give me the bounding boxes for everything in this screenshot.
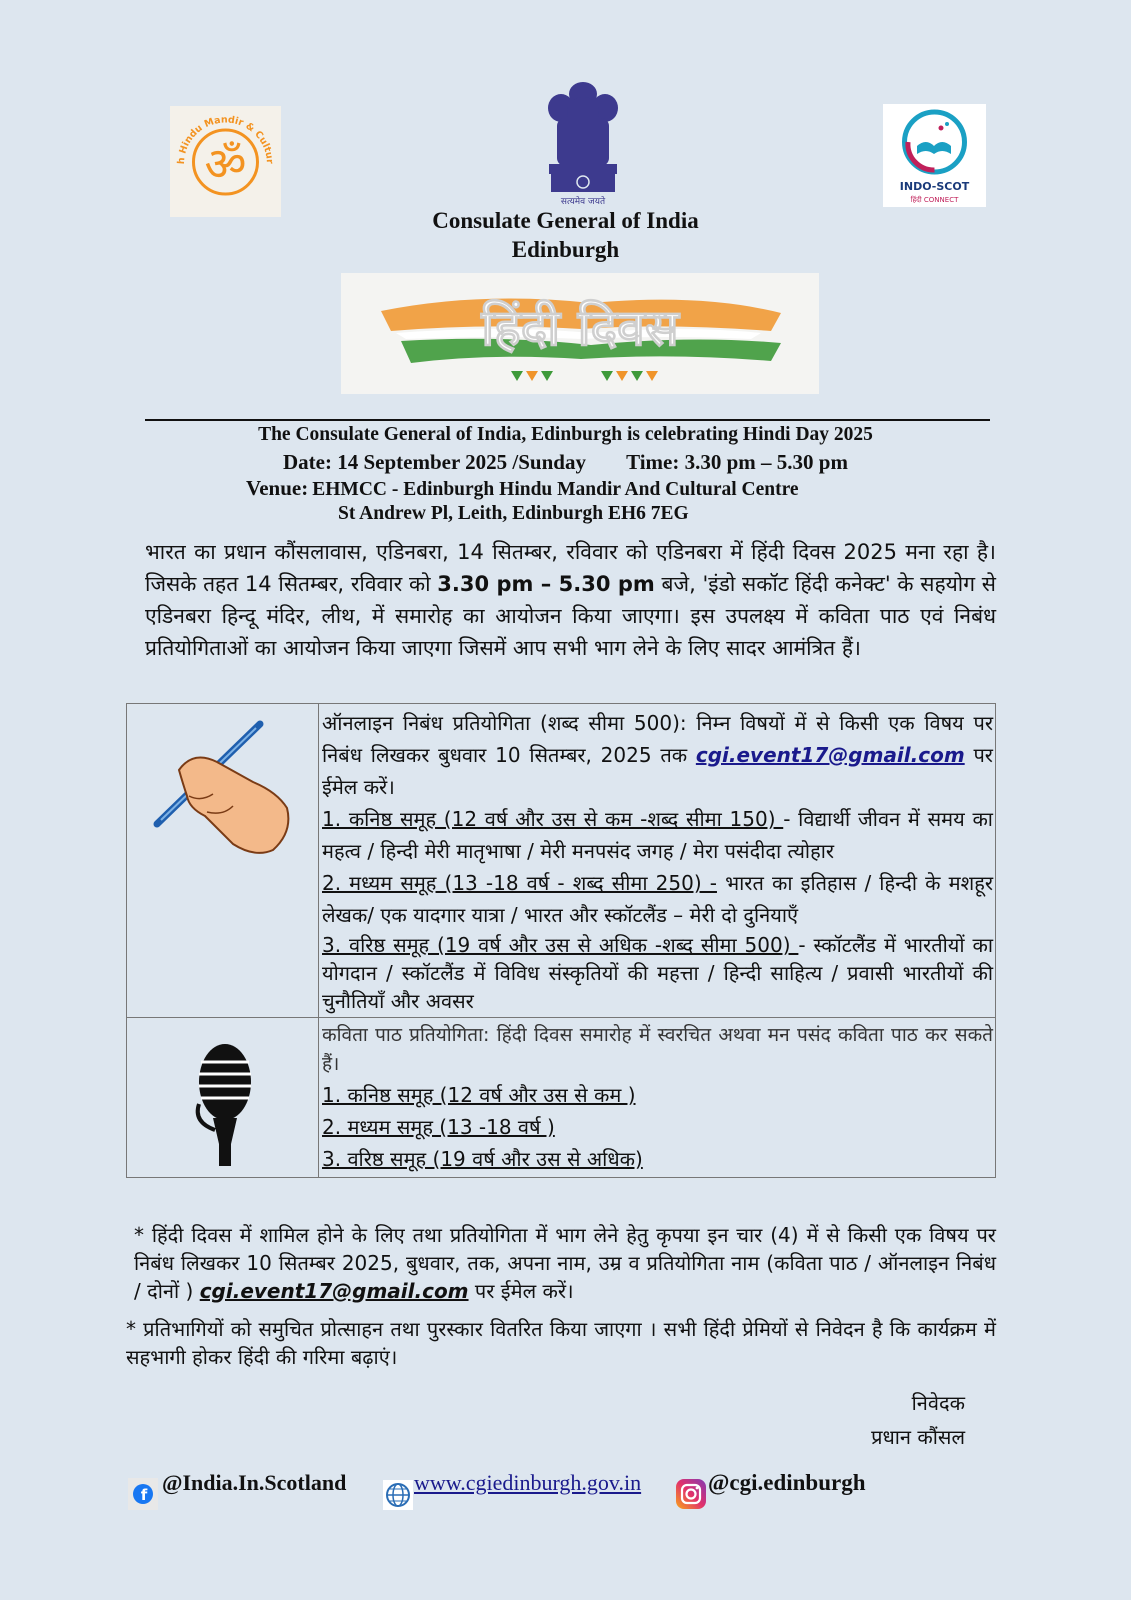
essay-description: निम्न विषयों में से किसी एक विषय पर निबंध लिखकर बुधवार 10 सितम्बर, 2025 तक bbox=[322, 711, 993, 767]
indo-scot-logo bbox=[883, 104, 986, 207]
essay-heading: ऑनलाइन निबंध प्रतियोगिता (शब्द सीमा 500): bbox=[322, 711, 687, 735]
poetry-details bbox=[319, 1018, 996, 1178]
instagram-handle[interactable]: @cgi.edinburgh bbox=[708, 1470, 866, 1495]
note-1-suffix: पर ईमेल करें। bbox=[468, 1279, 574, 1303]
poetry-row bbox=[127, 1018, 996, 1178]
intro-text-b: बजे, 'इंडो सकॉट हिंदी कनेक्ट' के सहयोग से एडिनबरा हिन्दू मंदिर, लीथ, में समारोह का आयोजन किया जाएगा। इस उपलक्ष्य में कविता पाठ एवं निबंध प्रतियोगिताओं का आयोजन किया जाएगा जिसमें आप सभी भाग लेने के लिए सादर आमंत्रित हैं। bbox=[145, 572, 996, 660]
event-date: Date: 14 September 2025 /Sunday bbox=[283, 450, 586, 474]
essay-email-suffix: पर ईमेल करें। bbox=[322, 743, 993, 799]
indo-scot-tagline: हिंदी CONNECT bbox=[910, 196, 959, 204]
note-1-text: * हिंदी दिवस में शामिल होने के लिए तथा प्रतियोगिता में भाग लेने हेतु कृपया इन चार (4) में से किसी एक विषय पर निबंध लिखकर 10 सितम्बर 2025, बुधवार, तक, अपना नाम, उम्र व प्रतियोगिता नाम (कविता पाठ / ऑनलाइन निबंध / दोनों ) bbox=[134, 1223, 996, 1303]
left-logo-text: h Hindu Mandir & Cultur bbox=[175, 114, 276, 165]
essay-group-1-topics: - विद्यार्थी जीवन में समय का महत्व / हिन्दी मेरी मातृभाषा / मेरी मनपसंद जगह / मेरा पसंदीदा त्योहार bbox=[322, 807, 993, 863]
venue-line bbox=[246, 475, 799, 504]
essay-details bbox=[319, 704, 996, 1018]
signature-consul: प्रधान कौंसल bbox=[871, 1425, 965, 1449]
poetry-icon-cell bbox=[127, 1018, 319, 1178]
hindu-mandir-logo bbox=[170, 106, 281, 217]
essay-group-3 bbox=[322, 931, 993, 1015]
poetry-group-3: 3. वरिष्ठ समूह (19 वर्ष और उस से अधिक) bbox=[322, 1147, 643, 1171]
venue-address: St Andrew Pl, Leith, Edinburgh EH6 7EG bbox=[338, 503, 689, 524]
notes-section bbox=[126, 1221, 996, 1381]
facebook-logo-icon bbox=[128, 1478, 158, 1510]
website-icon[interactable] bbox=[383, 1480, 413, 1515]
celebration-line: The Consulate General of India, Edinburgh is celebrating Hindi Day 2025 bbox=[258, 424, 873, 445]
essay-group-1 bbox=[322, 803, 993, 867]
divider-line bbox=[145, 419, 990, 421]
intro-paragraph bbox=[145, 536, 996, 664]
essay-group-1-label: 1. कनिष्ठ समूह (12 वर्ष और उस से कम -शब्द सीमा 150) bbox=[322, 807, 784, 831]
website-link[interactable]: www.cgiedinburgh.gov.in bbox=[414, 1470, 642, 1495]
essay-group-3-topics: - स्कॉटलैंड में भारतीयों का योगदान / स्कॉटलैंड में विविध संस्कृतियों की महत्ता / हिन्दी साहित्य / प्रवासी भारतीयों की चुनौतियाँ और अवसर bbox=[322, 933, 993, 1013]
instagram-icon[interactable] bbox=[675, 1478, 707, 1515]
note-email-link[interactable]: cgi.event17@gmail.com bbox=[199, 1279, 469, 1303]
consulate-title: Consulate General of India bbox=[432, 208, 699, 233]
essay-email-link[interactable]: cgi.event17@gmail.com bbox=[695, 743, 965, 767]
globe-icon bbox=[383, 1480, 413, 1510]
essay-group-2 bbox=[322, 867, 993, 931]
competition-table bbox=[126, 703, 996, 1178]
intro-time: 3.30 pm – 5.30 pm bbox=[437, 572, 655, 596]
venue-name: EHMCC - Edinburgh Hindu Mandir And Cultural Centre bbox=[312, 479, 799, 500]
banner-graphic bbox=[341, 273, 819, 394]
om-logo-icon bbox=[170, 106, 281, 217]
emblem-motto: सत्यमेव जयते bbox=[560, 197, 606, 206]
intro-text-a: भारत का प्रधान कौंसलावास, एडिनबरा, 14 सितम्बर, रविवार को एडिनबरा में हिंदी दिवस 2025 मना रहा है। जिसके तहत 14 सितम्बर, रविवार को bbox=[145, 540, 996, 596]
poetry-description: हिंदी दिवस समारोह में स्वरचित अथवा मन पसंद कविता पाठ कर सकते हैं। bbox=[322, 1024, 993, 1075]
facebook-handle[interactable]: @India.In.Scotland bbox=[162, 1470, 347, 1495]
essay-group-2-label: 2. मध्यम समूह (13 -18 वर्ष - शब्द सीमा 250) - bbox=[322, 871, 717, 895]
indo-scot-logo-icon bbox=[883, 104, 986, 207]
writing-hand-icon bbox=[127, 712, 318, 872]
banner-title: हिंदी दिवस bbox=[481, 299, 679, 357]
date-time-line bbox=[0, 449, 1131, 475]
prize-note: * प्रतिभागियों को समुचित प्रोत्साहन तथा पुरस्कार वितरित किया जाएगा । सभी हिंदी प्रेमियों से निवेदन है कि कार्यक्रम में सहभागी होकर हिंदी की गरिमा बढ़ाएं। bbox=[126, 1317, 996, 1369]
instagram-logo-icon bbox=[675, 1478, 707, 1510]
signature-requester: निवेदक bbox=[911, 1391, 965, 1415]
svg-text:f: f bbox=[140, 1486, 148, 1504]
poetry-group-1: 1. कनिष्ठ समूह (12 वर्ष और उस से कम ) bbox=[322, 1083, 636, 1107]
microphone-icon bbox=[127, 1018, 318, 1172]
essay-icon-cell bbox=[127, 704, 319, 1018]
national-emblem bbox=[539, 76, 627, 206]
participation-note bbox=[126, 1221, 996, 1305]
poetry-heading: कविता पाठ प्रतियोगिता: bbox=[322, 1024, 490, 1046]
essay-row bbox=[127, 704, 996, 1018]
consulate-city: Edinburgh bbox=[511, 237, 620, 262]
venue-label: Venue: bbox=[246, 476, 309, 500]
poetry-group-2: 2. मध्यम समूह (13 -18 वर्ष ) bbox=[322, 1115, 555, 1139]
indo-scot-name: INDO-SCOT bbox=[899, 180, 970, 193]
facebook-icon[interactable] bbox=[128, 1478, 158, 1515]
hindi-diwas-banner bbox=[341, 273, 819, 394]
ashoka-emblem-icon bbox=[539, 76, 627, 206]
essay-group-3-label: 3. वरिष्ठ समूह (19 वर्ष और उस से अधिक -शब्द सीमा 500) bbox=[322, 933, 799, 957]
event-time: Time: 3.30 pm – 5.30 pm bbox=[626, 450, 848, 474]
om-symbol: ॐ bbox=[204, 137, 247, 191]
essay-group-2-topics: भारत का इतिहास / हिन्दी के मशहूर लेखक/ एक यादगार यात्रा / भारत और स्कॉटलैंड – मेरी दो दुनियाएँ bbox=[322, 871, 993, 927]
